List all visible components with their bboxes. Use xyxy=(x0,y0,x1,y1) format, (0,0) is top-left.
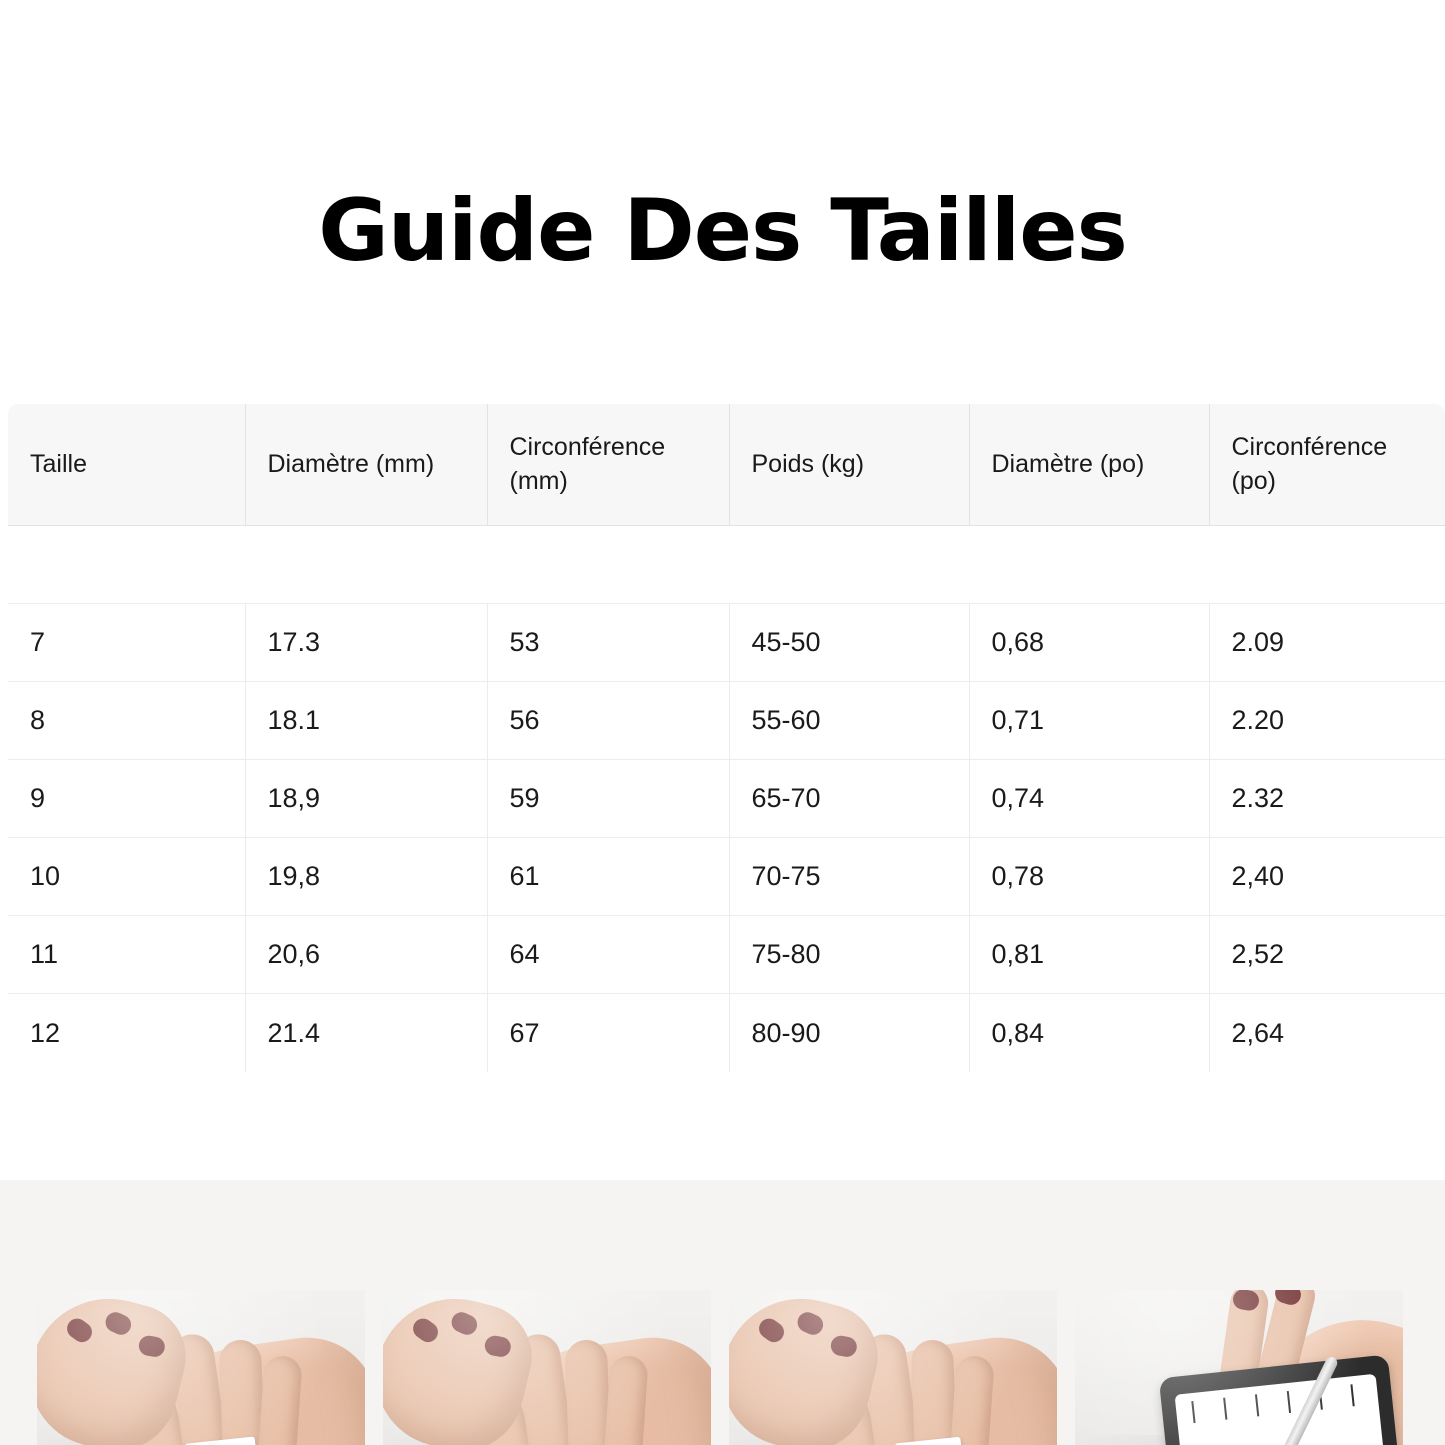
size-table-container xyxy=(8,404,1445,1072)
ruler-tick xyxy=(1255,1394,1259,1416)
finger xyxy=(603,1354,649,1445)
table-divider-row xyxy=(8,526,1445,604)
table-row xyxy=(8,838,1445,916)
cell-poids-kg: 45-50 xyxy=(729,604,969,682)
cell-diametre-mm: 21.4 xyxy=(245,994,487,1072)
table-header-row xyxy=(8,404,1445,526)
cell-diametre-po: 0,71 xyxy=(969,682,1209,760)
cell-taille: 11 xyxy=(8,916,245,994)
table-row xyxy=(8,760,1445,838)
cell-circonference-mm: 59 xyxy=(487,760,729,838)
fingernail xyxy=(137,1334,166,1358)
finger xyxy=(219,1339,266,1445)
cell-poids-kg: 55-60 xyxy=(729,682,969,760)
cell-diametre-po: 0,78 xyxy=(969,838,1209,916)
fingernail xyxy=(102,1309,134,1338)
finger xyxy=(949,1354,995,1445)
cell-taille: 12 xyxy=(8,994,245,1072)
step-photo-2 xyxy=(383,1290,711,1445)
table-body xyxy=(8,526,1445,1072)
table-row xyxy=(8,916,1445,994)
cell-poids-kg: 75-80 xyxy=(729,916,969,994)
cell-taille: 10 xyxy=(8,838,245,916)
cell-circonference-mm: 67 xyxy=(487,994,729,1072)
ruler-tick xyxy=(1223,1397,1227,1419)
table-row xyxy=(8,682,1445,760)
step-photo-1 xyxy=(37,1290,365,1445)
fingernail xyxy=(794,1309,826,1338)
fingernail xyxy=(63,1314,96,1345)
cell-circonference-mm: 61 xyxy=(487,838,729,916)
cell-diametre-po: 0,84 xyxy=(969,994,1209,1072)
cell-circonference-mm: 64 xyxy=(487,916,729,994)
table-row xyxy=(8,994,1445,1072)
cell-circonference-mm: 56 xyxy=(487,682,729,760)
measurement-steps-section xyxy=(0,1180,1445,1445)
cell-diametre-mm: 18,9 xyxy=(245,760,487,838)
table-divider-bar xyxy=(8,526,1445,604)
fingernail xyxy=(409,1314,442,1345)
column-header-diametre-po: Diamètre (po) xyxy=(969,404,1209,526)
cell-circonference-po: 2,64 xyxy=(1209,994,1445,1072)
cell-taille: 7 xyxy=(8,604,245,682)
measurement-steps-strip xyxy=(37,1290,1403,1445)
step-photo-4 xyxy=(1075,1290,1403,1445)
finger xyxy=(257,1354,303,1445)
cell-poids-kg: 65-70 xyxy=(729,760,969,838)
cell-circonference-mm: 53 xyxy=(487,604,729,682)
table-row xyxy=(8,604,1445,682)
column-header-poids-kg: Poids (kg) xyxy=(729,404,969,526)
cell-diametre-po: 0,81 xyxy=(969,916,1209,994)
page-title: Guide Des Tailles xyxy=(318,180,1127,281)
finger xyxy=(911,1339,958,1445)
cell-diametre-mm: 19,8 xyxy=(245,838,487,916)
step-photo-3 xyxy=(729,1290,1057,1445)
ruler-face xyxy=(1175,1373,1390,1445)
ruler-tick xyxy=(1191,1401,1195,1423)
ruler-tick xyxy=(1287,1391,1291,1413)
cell-circonference-po: 2.09 xyxy=(1209,604,1445,682)
cell-diametre-mm: 18.1 xyxy=(245,682,487,760)
fingernail xyxy=(829,1334,858,1358)
column-header-diametre-mm: Diamètre (mm) xyxy=(245,404,487,526)
column-header-circonference-po: Circonférence (po) xyxy=(1209,404,1445,526)
fingernail xyxy=(483,1334,512,1358)
table-header xyxy=(8,404,1445,526)
ruler-tick xyxy=(1350,1384,1354,1406)
size-table xyxy=(8,404,1445,1072)
fingernail xyxy=(755,1314,788,1345)
fingernail xyxy=(448,1309,480,1338)
cell-diametre-po: 0,68 xyxy=(969,604,1209,682)
cell-circonference-po: 2.32 xyxy=(1209,760,1445,838)
cell-taille: 9 xyxy=(8,760,245,838)
cell-taille: 8 xyxy=(8,682,245,760)
cell-poids-kg: 80-90 xyxy=(729,994,969,1072)
finger xyxy=(565,1339,612,1445)
column-header-circonference-mm: Circonférence (mm) xyxy=(487,404,729,526)
cell-circonference-po: 2.20 xyxy=(1209,682,1445,760)
cell-circonference-po: 2,52 xyxy=(1209,916,1445,994)
cell-diametre-mm: 17.3 xyxy=(245,604,487,682)
cell-diametre-mm: 20,6 xyxy=(245,916,487,994)
cell-poids-kg: 70-75 xyxy=(729,838,969,916)
cell-diametre-po: 0,74 xyxy=(969,760,1209,838)
size-guide-page xyxy=(0,58,1445,1445)
cell-circonference-po: 2,40 xyxy=(1209,838,1445,916)
column-header-taille: Taille xyxy=(8,404,245,526)
